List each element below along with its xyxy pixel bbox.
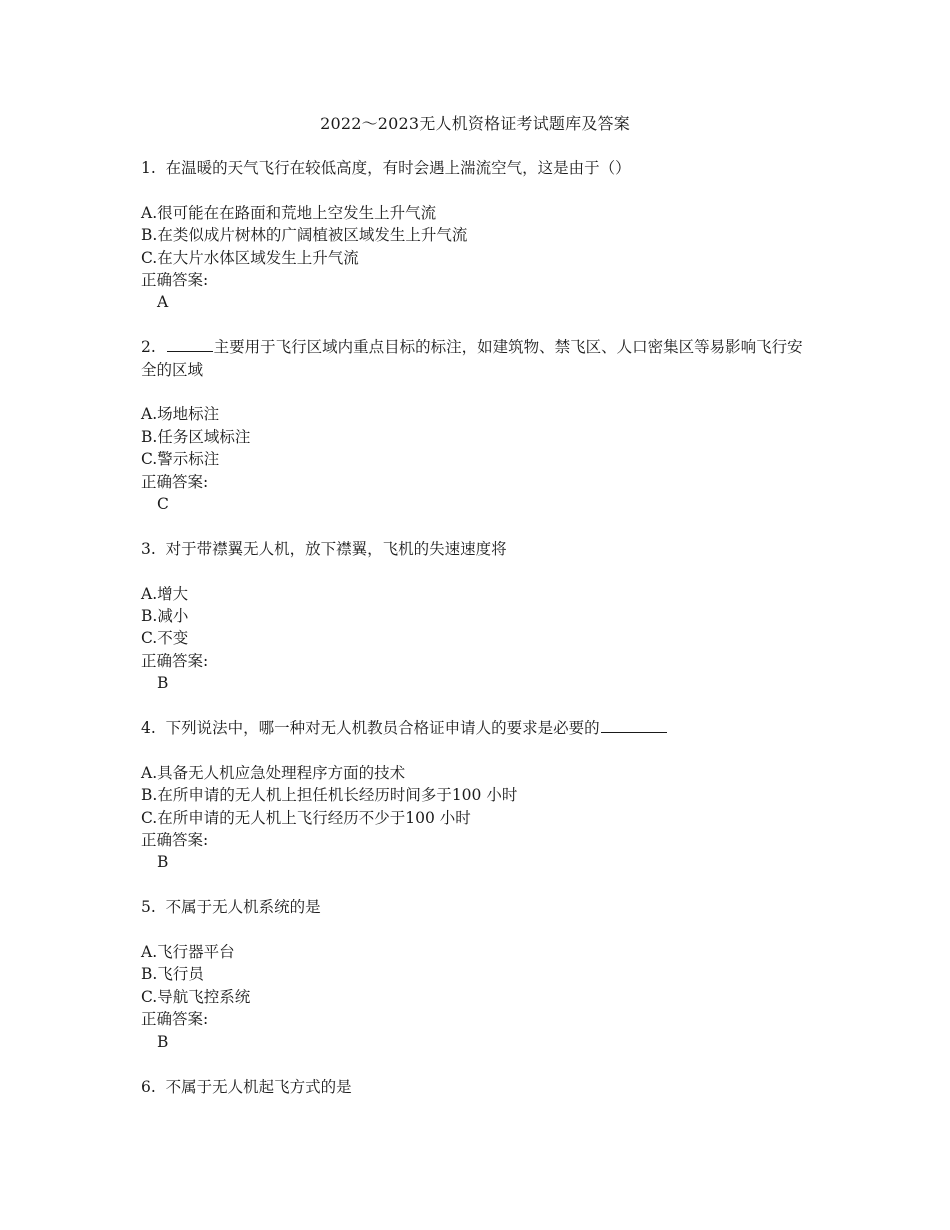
question-2-option-c: C.警示标注 <box>141 450 220 469</box>
spacer <box>141 739 811 761</box>
question-4-option-b: B.在所申请的无人机上担任机长经历时间多于100 小时 <box>141 786 518 805</box>
question-1-option-b: B.在类似成片树林的广阔植被区域发生上升气流 <box>141 226 468 245</box>
question-1-text <box>141 157 811 179</box>
question-list <box>141 157 811 1120</box>
question-3-text <box>141 538 811 560</box>
question-2-blank <box>167 337 213 352</box>
question-5 <box>141 896 811 1053</box>
question-6-stem: 不属于无人机起飞方式的是 <box>165 1077 352 1096</box>
question-5-stem: 不属于无人机系统的是 <box>165 898 321 917</box>
spacer <box>141 919 811 941</box>
question-5-option-a: A.飞行器平台 <box>141 943 235 962</box>
question-5-text <box>141 896 811 918</box>
question-4 <box>141 717 811 874</box>
question-2-stem: 主要用于飞行区域内重点目标的标注，如建筑物、禁飞区、人口密集区等易影响飞行安全的区域 <box>141 338 803 379</box>
question-2-answer: C <box>157 495 169 514</box>
question-2-answer-label: 正确答案: <box>141 472 209 491</box>
question-3 <box>141 538 811 695</box>
question-1-option-a: A.很可能在在路面和荒地上空发生上升气流 <box>141 203 437 222</box>
question-5-option-b: B.飞行员 <box>141 965 204 984</box>
question-1-answer: A <box>157 293 169 312</box>
question-5-number: 5. <box>141 898 156 917</box>
question-3-number: 3. <box>141 539 156 558</box>
question-2-text <box>141 336 811 381</box>
question-4-stem: 下列说法中，哪一种对无人机教员合格证申请人的要求是必要的 <box>165 719 600 738</box>
question-2-option-a: A.场地标注 <box>141 405 220 424</box>
question-2-option-b: B.任务区域标注 <box>141 427 251 446</box>
question-1-stem: 在温暖的天气飞行在较低高度，有时会遇上湍流空气，这是由于（） <box>165 159 631 177</box>
spacer <box>141 560 811 582</box>
question-4-number: 4. <box>141 719 156 738</box>
spacer <box>141 179 811 201</box>
question-6-number: 6. <box>141 1077 156 1096</box>
question-4-option-c: C.在所申请的无人机上飞行经历不少于100 小时 <box>141 808 471 827</box>
question-3-option-a: A.增大 <box>141 584 189 603</box>
question-4-text <box>141 717 811 739</box>
question-5-answer: B <box>157 1032 169 1051</box>
question-4-blank <box>601 718 667 733</box>
page-title: 2022～2023无人机资格证考试题库及答案 <box>320 114 630 133</box>
question-6-text <box>141 1076 811 1098</box>
question-4-answer: B <box>157 853 169 872</box>
question-2-number: 2. <box>141 338 156 357</box>
question-4-option-a: A.具备无人机应急处理程序方面的技术 <box>141 763 406 782</box>
question-3-answer-label: 正确答案: <box>141 651 209 670</box>
question-3-option-c: C.不变 <box>141 629 189 648</box>
question-6 <box>141 1076 811 1098</box>
question-4-answer-label: 正确答案: <box>141 831 209 850</box>
question-3-option-b: B.减小 <box>141 607 189 626</box>
question-1-number: 1. <box>141 159 156 177</box>
question-2 <box>141 336 811 515</box>
question-3-answer: B <box>157 674 169 693</box>
question-1-option-c: C.在大片水体区域发生上升气流 <box>141 248 359 267</box>
question-5-option-c: C.导航飞控系统 <box>141 987 251 1006</box>
question-1-answer-label: 正确答案: <box>141 271 209 290</box>
question-3-stem: 对于带襟翼无人机，放下襟翼，飞机的失速速度将 <box>165 539 507 558</box>
question-5-answer-label: 正确答案: <box>141 1010 209 1029</box>
question-1 <box>141 157 811 314</box>
spacer <box>141 381 811 403</box>
